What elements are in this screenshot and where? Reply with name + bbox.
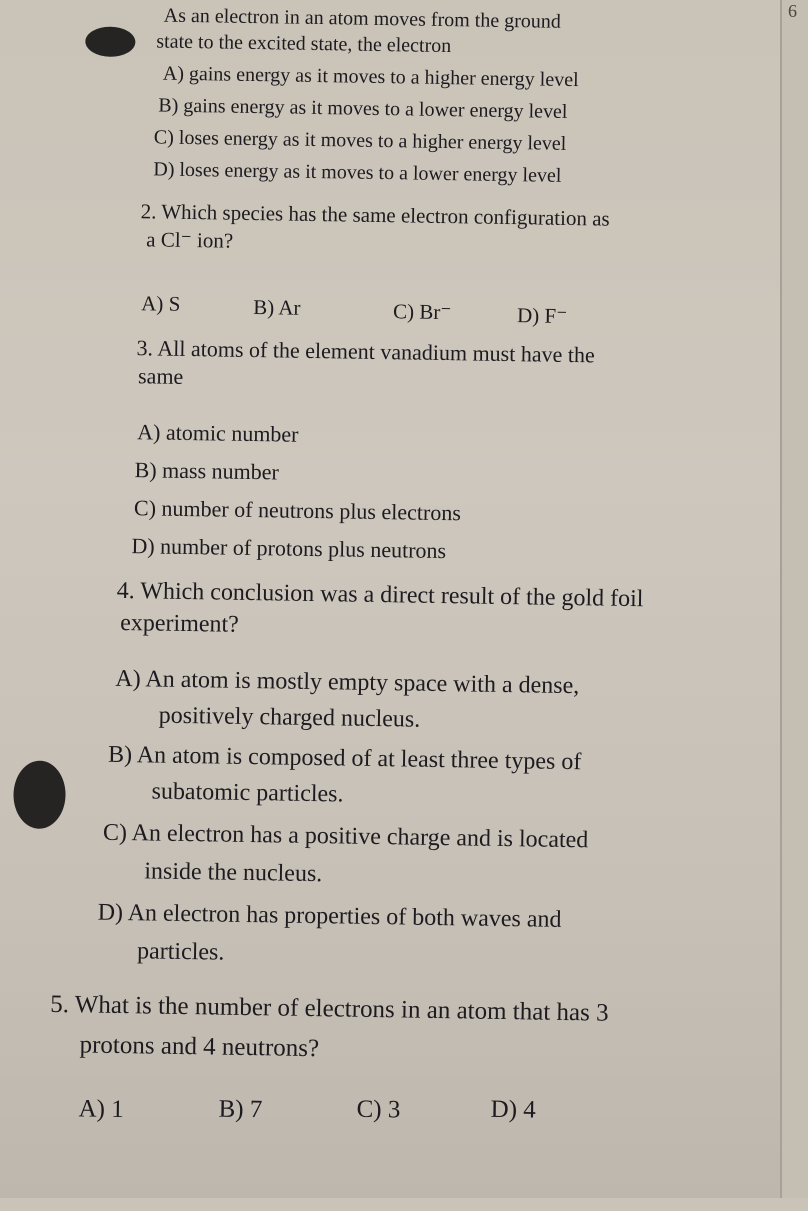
q4-number: 4. [116,577,135,605]
option-text: gains energy as it moves to a higher energy level [188,62,579,92]
q1-stem-line2: state to the excited state, the electron [156,30,452,58]
option-label: D) [490,1095,518,1124]
option-text: An atom is composed of at least three types of [136,742,582,776]
q4-stem-line1 [117,578,644,613]
q2-option-b [253,296,301,320]
option-text: 3 [387,1096,401,1124]
q5-stem-line2: protons and 4 neutrons? [79,1031,320,1063]
option-label: C) [133,495,157,521]
option-text: Ar [278,295,301,320]
option-label: B) [158,94,179,117]
q3-stem-line1 [136,336,595,367]
option-text: mass number [161,457,280,485]
option-label: B) [107,741,133,769]
option-label: A) [162,62,185,85]
q2-stem-line2: a Cl⁻ ion? [146,227,234,253]
option-label: D) [131,533,155,559]
q2-option-d [517,304,568,328]
option-label: A) [137,419,161,445]
option-label: C) [102,819,128,847]
q3-option-d [131,534,446,563]
q5-option-c [356,1096,400,1124]
q4-option-d-cont: particles. [136,938,225,966]
option-text: An atom is mostly empty space with a dense, [145,666,580,700]
q1-option-b [158,95,567,123]
option-label: B) [253,295,275,320]
option-text: loses energy as it moves to a lower energy level [179,158,562,187]
corner-mark: 6 [788,1,797,21]
option-label: D) [97,899,124,927]
q4-stem-text: Which conclusion was a direct result of the gold foil [140,578,644,613]
option-text: atomic number [165,419,299,447]
punch-hole-middle [13,760,66,829]
q1-stem-line1: As an electron in an atom moves from the ground [163,4,562,33]
q3-stem-line2: same [137,363,184,389]
q4-option-c-cont: inside the nucleus. [144,858,323,888]
option-label: A) [78,1095,106,1123]
option-text: number of neutrons plus electrons [161,495,462,526]
q3-option-b [134,458,279,484]
option-label: C) [356,1095,382,1124]
q3-option-c [134,496,461,525]
option-text: loses energy as it moves to a higher energy level [178,126,567,155]
option-label: A) [115,665,141,693]
q4-option-a-cont: positively charged nucleus. [158,702,421,733]
option-label: A) [141,291,164,316]
option-text: gains energy as it moves to a lower energy level [183,94,568,123]
q4-option-b [108,742,582,776]
q5-option-a [78,1095,124,1123]
q3-number: 3. [136,335,154,361]
option-label: C) [392,299,415,324]
option-text: 4 [523,1096,536,1124]
option-text: 1 [111,1095,124,1124]
q1-option-d [153,158,561,186]
q5-stem-text: What is the number of electrons in an atom that has 3 [74,991,609,1027]
option-text: 7 [249,1096,263,1124]
q4-option-c [103,820,589,854]
option-text: F⁻ [544,303,568,328]
option-text: An electron has a positive charge and is located [131,820,589,854]
q1-option-a [163,63,579,92]
option-text: number of protons plus neutrons [159,533,447,564]
q3-option-a [137,420,299,447]
q4-stem-line2: experiment? [120,609,240,638]
q2-stem-text: Which species has the same electron configuration as [161,199,610,231]
option-text: Br⁻ [419,299,452,325]
q5-stem-line1 [50,991,609,1027]
option-label: D) [516,303,540,328]
option-label: B) [218,1095,244,1123]
q5-option-d [490,1096,536,1124]
q5-number: 5. [50,990,70,1019]
punch-hole-top [85,26,135,57]
q4-option-d [97,900,561,934]
option-label: D) [153,158,175,181]
q2-option-c [393,300,452,324]
option-text: S [168,291,181,316]
option-label: C) [153,126,175,149]
q4-option-b-cont: subatomic particles. [151,778,344,808]
q3-stem-text: All atoms of the element vanadium must have the [157,335,595,368]
q4-option-a [115,666,579,700]
q2-number: 2. [140,199,157,224]
q2-option-a [141,292,180,316]
q5-option-b [218,1096,262,1124]
q2-stem-line1 [141,200,610,230]
option-text: An electron has properties of both waves and [127,900,562,933]
q1-option-c [154,126,567,154]
option-label: B) [134,457,157,483]
